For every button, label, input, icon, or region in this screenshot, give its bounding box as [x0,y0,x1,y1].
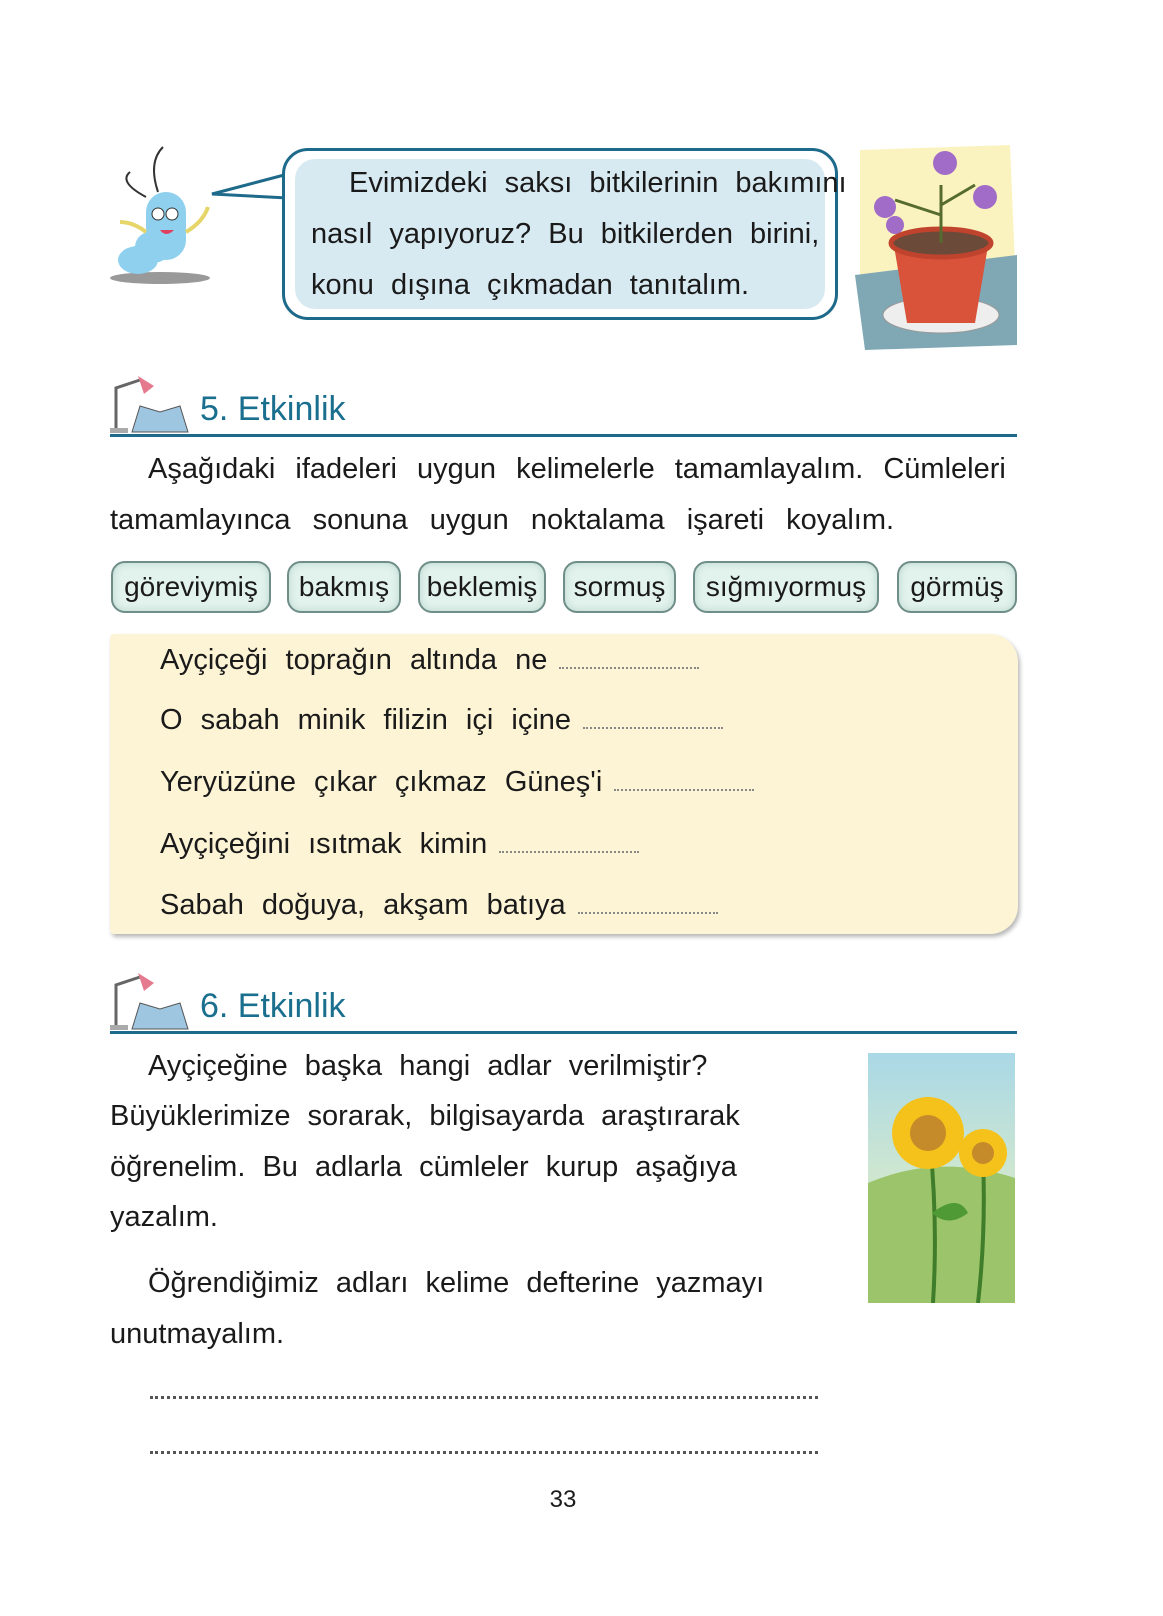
activity-6-title: 6. Etkinlik [200,987,346,1025]
word-chip: sormuş [563,561,676,613]
answer-blank[interactable] [499,850,639,853]
word-chip: beklemiş [418,561,546,613]
section-divider [110,1031,1017,1034]
bubble-line: konu dışına çıkmadan tanıtalım. [311,269,750,301]
activity-5-title: 5. Etkinlik [200,390,346,428]
sentence-text: Ayçiçeğini ısıtmak kimin [160,828,488,860]
answer-blank[interactable] [559,666,699,669]
word-chip: sığmıyormuş [693,561,879,613]
speech-bubble-tail [208,170,290,210]
activity-6-text: öğrenelim. Bu adlarla cümleler kurup aşağıya [110,1151,737,1183]
potted-plant-illustration [855,145,1017,350]
page-number: 33 [549,1486,577,1513]
caterpillar-mascot-illustration [108,142,228,287]
activity-5-instruction: tamamlayınca sonuna uygun noktalama işareti koyalım. [110,504,895,536]
answer-blank[interactable] [614,788,754,791]
word-chip: göreviymiş [111,561,271,613]
bubble-line: nasıl yapıyoruz? Bu bitkilerden birini, [311,218,820,250]
word-chip: bakmış [287,561,401,613]
word-chip: görmüş [897,561,1017,613]
answer-blank[interactable] [578,911,718,914]
section-divider [110,434,1017,437]
activity-6-text: yazalım. [110,1201,218,1233]
fill-sentence [160,889,718,922]
fill-sentence [160,766,754,799]
activity-6-text: Öğrendiğimiz adları kelime defterine yazmayı [148,1267,765,1299]
answer-line[interactable] [150,1396,818,1399]
reading-lamp-book-icon [110,973,190,1031]
sunflower-illustration [868,1053,1015,1303]
sentence-text: O sabah minik filizin içi içine [160,704,572,736]
sentence-text: Sabah doğuya, akşam batıya [160,889,566,921]
reading-lamp-book-icon [110,376,190,434]
speech-bubble [282,148,847,320]
bubble-line: Evimizdeki saksı bitkilerinin bakımını [349,167,847,199]
answer-blank[interactable] [583,726,723,729]
fill-sentence [160,828,639,861]
fill-sentence [160,644,699,677]
answer-line[interactable] [150,1451,818,1454]
activity-6-text: Büyüklerimize sorarak, bilgisayarda araştırarak [110,1100,740,1132]
fill-sentence [160,704,723,737]
activity-6-text: Ayçiçeğine başka hangi adlar verilmiştir? [148,1050,708,1082]
sentence-text: Yeryüzüne çıkar çıkmaz Güneş'i [160,766,603,798]
sentence-text: Ayçiçeği toprağın altında ne [160,644,548,676]
activity-6-text: unutmayalım. [110,1318,285,1350]
activity-5-instruction: Aşağıdaki ifadeleri uygun kelimelerle tamamlayalım. Cümleleri [148,453,1006,485]
